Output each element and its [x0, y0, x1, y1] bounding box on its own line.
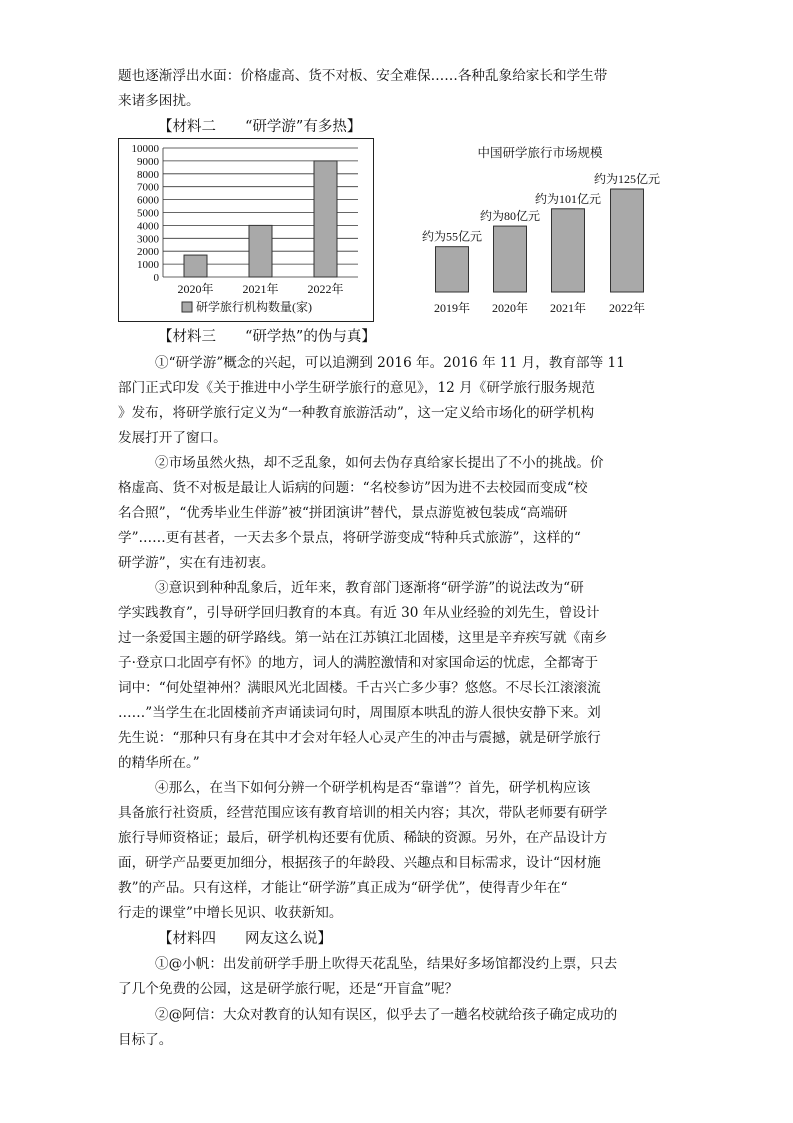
bar: [494, 226, 527, 292]
y-tick-label: 6000: [137, 194, 159, 207]
paragraph-line: 名合照”，“优秀毕业生伴游”被“拼团演讲”替代，景点游览被包装成“高端研: [118, 505, 568, 521]
bar: [249, 225, 272, 277]
y-tick-label: 1000: [137, 259, 159, 272]
paragraph-line: 面，研学产品要更加细分，根据孩子的年龄段、兴趣点和目标需求，设计“因材施: [118, 855, 601, 871]
y-tick-label: 7000: [137, 181, 159, 194]
paragraph-line: ①“研学游”概念的兴起，可以追溯到 2016 年。2016 年 11 月，教育部等 11: [155, 355, 625, 371]
legend-swatch: [182, 302, 192, 312]
paragraph-line: 学实践教育”，引导研学回归教育的本真。有近 30 年从业经验的刘先生，曾设计: [118, 605, 600, 621]
paragraph-line: 研学游”，实在有违初衷。: [118, 555, 275, 571]
paragraph-line: 格虚高、货不对板是最让人诟病的问题：“名校参访”因为进不去校园而变成“校: [118, 480, 588, 496]
y-tick-label: 5000: [137, 207, 159, 220]
x-tick-label: 2021年: [242, 282, 279, 296]
paragraph-line: 部门正式印发《关于推进中小学生研学旅行的意见》，12 月《研学旅行服务规范: [118, 380, 596, 396]
comment-line: ①@小帆：出发前研学手册上吹得天花乱坠，结果好多场馆都没约上票，只去: [155, 956, 618, 972]
bar: [184, 255, 207, 277]
x-tick-label: 2020年: [491, 301, 529, 315]
paragraph-line: 行走的课堂”中增长见识、收获新知。: [118, 905, 343, 921]
data-label: 约为101亿元: [534, 191, 602, 206]
x-tick-label: 2021年: [549, 301, 587, 315]
x-tick-label: 2020年: [177, 282, 214, 296]
comment-line: 目标了。: [118, 1032, 173, 1048]
paragraph-line: 先生说：“那种只有身在其中才会对年轻人心灵产生的冲击与震撼，就是研学旅行: [118, 730, 601, 746]
x-tick-label: 2022年: [307, 282, 344, 296]
y-tick-label: 0: [153, 272, 159, 284]
y-tick-label: 4000: [137, 220, 159, 233]
x-tick-label: 2022年: [608, 301, 646, 315]
data-label: 约为55亿元: [421, 229, 483, 244]
paragraph-line: ……”当学生在北固楼前齐声诵读词句时，周围原本哄乱的游人很快安静下来。刘: [118, 705, 601, 721]
paragraph-line: 过一条爱国主题的研学路线。第一站在江苏镇江北固楼，这里是辛弃疾写就《南乡: [118, 630, 608, 646]
intro-line: 来诸多困扰。: [118, 93, 200, 109]
paragraph-line: 》发布，将研学旅行定义为“一种教育旅游活动”，这一定义给市场化的研学机构: [118, 405, 595, 421]
paragraph-line: ③意识到种种乱象后，近年来，教育部门逐渐将“研学游”的说法改为“研: [155, 580, 584, 596]
paragraph-line: 的精华所在。”: [118, 755, 200, 771]
y-tick-label: 3000: [137, 233, 159, 246]
paragraph-line: 旅行导师资格证；最后，研学机构还要有优质、稀缺的资源。另外，在产品设计方: [118, 830, 608, 846]
intro-line: 题也逐渐浮出水面：价格虚高、货不对板、安全难保……各种乱象给家长和学生带: [118, 68, 608, 84]
paragraph-line: 教”的产品。只有这样，才能让“研学游”真正成为“研学优”，使得青少年在“: [118, 880, 568, 896]
legend-label: 研学旅行机构数量(家): [196, 300, 312, 314]
paragraph-line: 学”……更有甚者，一天去多个景点，将研学游变成“特种兵式旅游”，这样的“: [118, 530, 581, 546]
bar: [552, 209, 585, 292]
paragraph-line: 词中：“何处望神州？满眼风光北固楼。千古兴亡多少事？悠悠。不尽长江滚滚流: [118, 680, 601, 696]
paragraph-line: 发展打开了窗口。: [118, 430, 227, 446]
material2-heading: 【材料二 “研学游”有多热】: [158, 119, 362, 135]
y-tick-label: 2000: [137, 246, 159, 259]
comment-line: ②@阿信：大众对教育的认知有误区，似乎去了一趟名校就给孩子确定成功的: [155, 1007, 618, 1023]
data-label: 约为80亿元: [479, 209, 541, 224]
bar: [436, 247, 469, 292]
institution-count-chart: [118, 138, 374, 322]
bar: [314, 161, 337, 277]
y-tick-label: 8000: [137, 168, 159, 181]
y-tick-label: 9000: [137, 155, 159, 168]
paragraph-line: 子·登京口北固亭有怀》的地方，词人的满腔激情和对家国命运的忧虑，全都寄于: [118, 655, 599, 671]
material4-heading: 【材料四 网友这么说】: [158, 931, 332, 947]
paragraph-line: ④那么，在当下如何分辨一个研学机构是否“靠谱”？首先，研学机构应该: [155, 780, 591, 796]
data-label: 约为125亿元: [593, 172, 661, 186]
bar: [611, 189, 644, 292]
paragraph-line: ②市场虽然火热，却不乏乱象，如何去伪存真给家长提出了不小的挑战。价: [155, 455, 604, 471]
paragraph-line: 具备旅行社资质，经营范围应该有教育培训的相关内容；其次，带队老师要有研学: [118, 805, 608, 821]
chart-title: 中国研学旅行市场规模: [477, 146, 603, 160]
material3-heading: 【材料三 “研学热”的伪与真】: [158, 329, 376, 345]
y-tick-label: 10000: [131, 143, 159, 155]
market-size-chart: [405, 140, 705, 320]
x-tick-label: 2019年: [433, 301, 471, 315]
comment-line: 了几个免费的公园，这是研学旅行呢，还是“开盲盒”呢？: [118, 981, 459, 997]
